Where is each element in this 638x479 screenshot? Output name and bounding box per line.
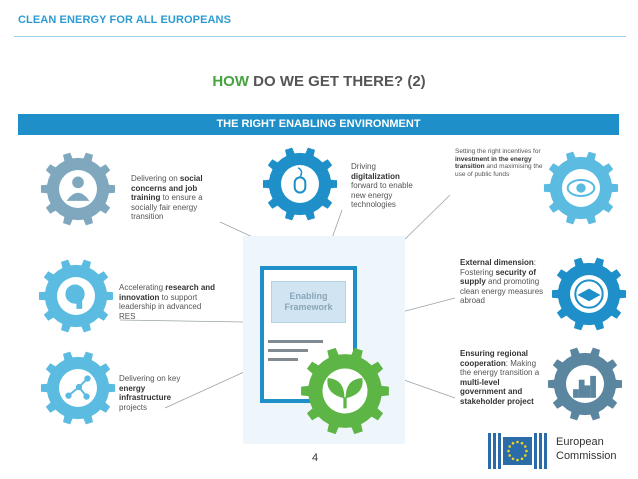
item-text-part: Delivering on key	[119, 374, 181, 383]
eu-star	[524, 445, 527, 448]
gear-hub	[59, 170, 97, 208]
item-text-part: Accelerating	[119, 283, 166, 292]
money-gear-icon	[543, 150, 619, 226]
item-text-part: Setting the right incentives for	[455, 148, 541, 155]
item-text-part: to support leadership in advanced RES	[119, 292, 202, 321]
handshake-globe-gear-icon	[551, 256, 627, 332]
page-number: 4	[312, 452, 319, 464]
item-text-part: Driving	[351, 162, 376, 171]
item-social-text	[131, 174, 225, 222]
eu-star	[516, 441, 519, 444]
eu-star	[512, 442, 515, 445]
item-text-part: and promoting clean energy measures abroad	[460, 277, 544, 305]
item-text-part: security of supply	[460, 267, 537, 286]
eu-star	[524, 454, 527, 457]
item-text-part: : Making the energy transition a	[460, 358, 540, 377]
eu-star	[521, 442, 524, 445]
item-text-part: : Fostering	[460, 258, 537, 277]
header-title: CLEAN ENERGY FOR ALL EUROPEANS	[18, 14, 232, 26]
item-text-part: Delivering on	[131, 174, 180, 183]
mouse-gear-icon	[262, 146, 338, 222]
logo-text-line-1: European	[556, 436, 604, 448]
item-infrastructure-text	[119, 374, 199, 412]
eu-star	[521, 457, 524, 460]
item-text-part: and maximising the use of public funds	[455, 163, 543, 178]
item-research-text	[119, 283, 219, 321]
eu-star	[508, 445, 511, 448]
item-digital-text	[351, 162, 423, 210]
brain-gear-icon	[38, 258, 114, 334]
framework-label	[271, 281, 346, 323]
item-text-part: research and innovation	[119, 283, 216, 302]
eu-star	[507, 450, 510, 453]
eu-star	[516, 459, 519, 462]
gear-hub	[281, 165, 319, 203]
item-text-part: digitalization	[351, 171, 400, 181]
item-text-part: Ensuring regional cooperation	[460, 349, 529, 368]
item-external-text	[460, 258, 548, 306]
person-gear-icon	[40, 151, 116, 227]
item-text-part: multi-level government and stakeholder project	[460, 377, 534, 406]
section-banner: THE RIGHT ENABLING ENVIRONMENT	[18, 114, 619, 135]
item-text-part: to ensure a socially fair energy transition	[131, 193, 203, 221]
city-gear-icon	[547, 346, 623, 422]
document-line	[268, 358, 298, 361]
item-text-part: projects	[119, 402, 148, 412]
item-text-part: social concerns and job training	[131, 174, 203, 202]
logo-text-line-2: Commission	[556, 450, 617, 462]
eu-star	[508, 454, 511, 457]
framework-line-1: Enabling	[289, 291, 328, 301]
item-text-part: forward to enable new energy technologies	[351, 181, 413, 209]
eu-star	[512, 457, 515, 460]
item-text-part: External dimension	[460, 258, 534, 267]
network-gear-icon	[40, 350, 116, 426]
item-investment-text	[455, 148, 543, 178]
page-title-rest: DO WE GET THERE? (2)	[249, 73, 426, 90]
document-line	[268, 340, 323, 343]
item-text-part: energy infrastructure	[119, 383, 172, 402]
eu-star	[525, 450, 528, 453]
framework-line-2: Framework	[284, 302, 333, 312]
page-title-highlight: HOW	[212, 73, 249, 90]
leaf-gear-icon	[300, 346, 390, 436]
item-text-part: investment in the energy transition	[455, 155, 532, 171]
item-regional-text	[460, 349, 546, 406]
ec-building-logo-icon	[486, 431, 550, 471]
